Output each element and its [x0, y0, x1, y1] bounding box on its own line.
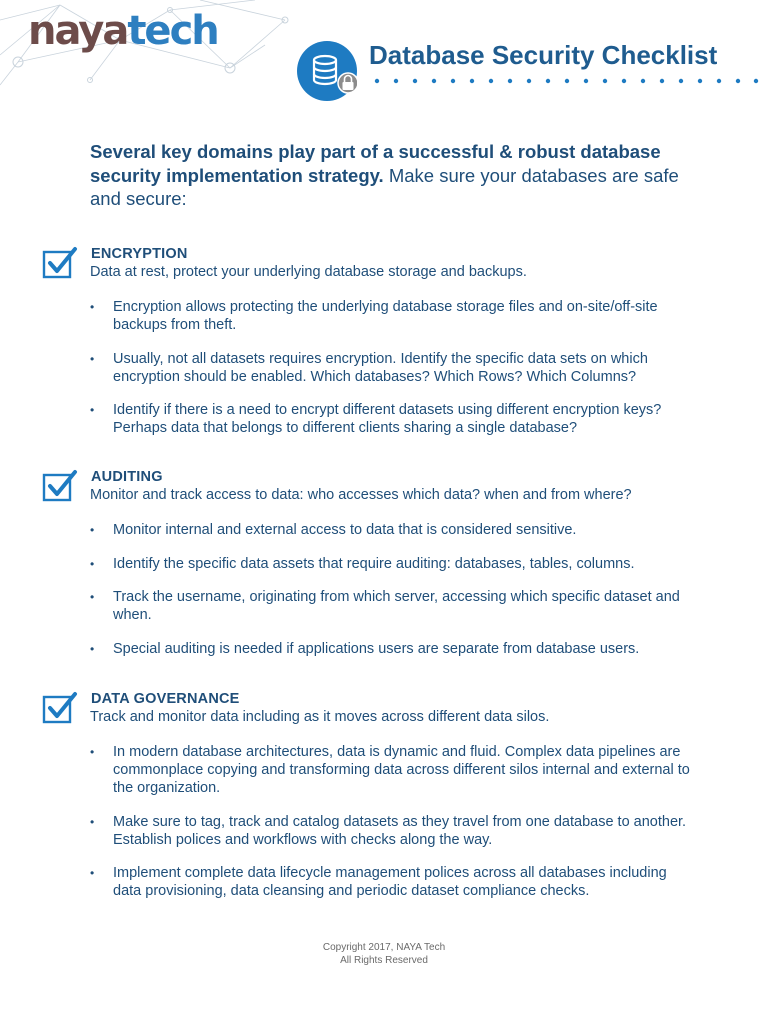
bullet-list [90, 743, 690, 916]
section-title: DATA GOVERNANCE [91, 691, 240, 707]
checkbox-checked-icon [42, 691, 78, 725]
logo-part-naya: naya [28, 8, 128, 54]
database-lock-icon [297, 41, 357, 101]
checkbox-checked-icon [42, 469, 78, 503]
bullet-list [90, 521, 690, 673]
rights-text: All Rights Reserved [340, 954, 428, 966]
checkbox-checked-icon [42, 246, 78, 280]
copyright-text: Copyright 2017, NAYA Tech [322, 942, 446, 953]
list-item: • Make sure to tag, track and catalog datasets as they travel from one database to another. Establish polices and workflows with checks along the way. [90, 813, 690, 849]
footer [0, 942, 768, 967]
section-description: Track and monitor data including as it moves across different data silos. [90, 709, 550, 725]
page-title: Database Security Checklist [369, 40, 718, 70]
section-title: AUDITING [91, 469, 163, 485]
list-item: • Monitor internal and external access to data that is considered sensitive. [90, 521, 690, 539]
bullet-list [90, 298, 690, 453]
intro-paragraph [90, 140, 690, 211]
dotted-divider [370, 76, 760, 86]
intro-rest-text: Make sure your databases are safe and secure: [90, 164, 679, 209]
list-item: • Identify the specific data assets that require auditing: databases, tables, columns. [90, 555, 690, 573]
section-title: ENCRYPTION [91, 246, 188, 262]
logo-part-tech: tech [127, 8, 218, 54]
nayatech-logo[interactable] [28, 6, 218, 56]
list-item: • Special auditing is needed if applications users are separate from database users. [90, 640, 690, 658]
section-description: Data at rest, protect your underlying database storage and backups. [90, 264, 527, 280]
intro-bold-text: Several key domains play part of a successful & robust database security implementation strategy. [90, 141, 661, 186]
list-item: • Track the username, originating from which server, accessing which specific dataset and when. [90, 588, 690, 624]
list-item: • Implement complete data lifecycle management polices across all databases including data provisioning, data cleansing and periodic dataset compliance checks. [90, 864, 690, 900]
list-item: • In modern database architectures, data is dynamic and fluid. Complex data pipelines are commonplace copying and transforming data across different silos internal and external to the organization. [90, 743, 690, 797]
section-description: Monitor and track access to data: who accesses which data? when and from where? [90, 487, 632, 503]
list-item: • Identify if there is a need to encrypt different datasets using different encryption keys? Perhaps data that belongs to different clients sharing a single database? [90, 401, 690, 437]
list-item: • Usually, not all datasets requires encryption. Identify the specific data sets on which encryption should be enabled. Which databases? Which Rows? Which Columns? [90, 350, 690, 386]
list-item: • Encryption allows protecting the underlying database storage files and on-site/off-site backups from theft. [90, 298, 690, 334]
